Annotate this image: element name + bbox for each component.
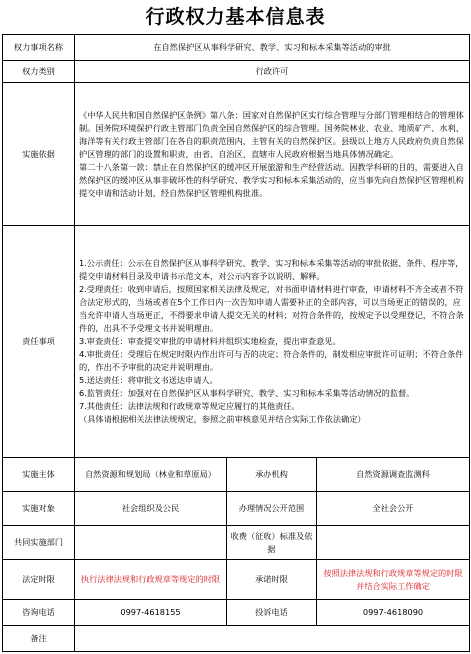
duty-item-1: 1.公示责任：公示在自然保护区从事科学研究、教学、实习和标本采集等活动的审批依据、条件、程序等，提交申请材料目录及申请书示范文本，对公示内容予以说明、解释。: [79, 258, 464, 281]
joint-dept-value: [75, 526, 227, 560]
duty-item-note: （具体请根据相关法律法规规定，参照之前审核意见并结合实际工作依法确定）: [79, 414, 366, 424]
fee-value: [317, 526, 470, 560]
row-duties: [3, 226, 470, 458]
basis-label: 实施依据: [3, 83, 75, 226]
row-deadline: [3, 560, 470, 600]
duty-item-7: 7.其他责任：法律法规和行政规章等规定应履行的其他责任。: [79, 401, 300, 411]
row-basis: [3, 83, 470, 226]
subject-label: 实施主体: [3, 458, 75, 492]
row-target: [3, 492, 470, 526]
disclosure-scope-label: 办理情况公开范围: [227, 492, 317, 526]
basis-paragraph-1: 《中华人民共和国自然保护区条例》第八条：国家对自然保护区实行综合管理与分部门管理相结合的管理体制。国务院环境保护行政主管部门负责全国自然保护区的综合管理。国务院林业、农业、地质矿产、水利、海洋等有关行政主管部门在各自的职责范围内，主管有关的自然保护区。县级以上地方人民政府负责自然保护区管理的部门的设置和职责，由省、自治区、直辖市人民政府根据当地具体情况确定。: [79, 109, 464, 159]
complaint-phone-value: 0997-4618090: [317, 600, 470, 626]
remarks-label: 备注: [3, 626, 75, 652]
row-remarks: [3, 626, 470, 652]
consult-phone-value: 0997-4618155: [75, 600, 227, 626]
duty-item-5: 5.送达责任：将审批文书送达申请人。: [79, 375, 218, 385]
row-power-name: [3, 35, 470, 61]
target-value: 社会组织及公民: [75, 492, 227, 526]
agency-label: 承办机构: [227, 458, 317, 492]
power-name-value: 在自然保护区从事科学研究、教学、实习和标本采集等活动的审批: [75, 35, 470, 61]
info-table: [2, 34, 470, 652]
duty-item-2: 2.受理责任：收到申请后，按照国家相关法律及规定，对书面申请材料进行审查，申请材料不齐全或者不符合法定形式的，当场或者在5个工作日内一次告知申请人需要补正的全部内容，可以当场更正的错误的，应当允许申请人当场更正，不得要求申请人提交无关的材料；对符合条件的，按规定予以受理登记，不符合条件的，出具不予受理文书并说明理由。: [79, 284, 464, 333]
subject-value: 自然资源和规划局（林业和草原局）: [75, 458, 227, 492]
agency-value: 自然资源调查监测科: [317, 458, 470, 492]
row-joint: [3, 526, 470, 560]
duties-label: 责任事项: [3, 226, 75, 458]
joint-dept-label: 共同实施部门: [3, 526, 75, 560]
duties-content: [75, 226, 470, 458]
duty-item-6: 6.监管责任：加强对在自然保护区从事科学研究、教学、实习和标本采集等活动情况的监督。: [79, 388, 415, 398]
row-subject: [3, 458, 470, 492]
remarks-value: [75, 626, 470, 652]
promised-deadline-value: 按照法律法规和行政规章等规定的时限并结合实际工作确定: [317, 560, 470, 600]
complaint-phone-label: 投诉电话: [227, 600, 317, 626]
basis-content: [75, 83, 470, 226]
duty-item-4: 4.审批责任：受理后在规定时限内作出许可与否的决定；符合条件的，制发相应审批许可证明；不符合条件的，作出不予审批的决定并说明理由。: [79, 349, 464, 372]
power-name-label: 权力事项名称: [3, 35, 75, 61]
page-title: 行政权力基本信息表: [145, 6, 326, 28]
duty-item-3: 3.审查责任：审查提交审批的申请材料并组织实地检查，提出审查意见。: [79, 336, 341, 346]
consult-phone-label: 咨询电话: [3, 600, 75, 626]
row-phone: [3, 600, 470, 626]
legal-deadline-label: 法定时限: [3, 560, 75, 600]
disclosure-scope-value: 全社会公开: [317, 492, 470, 526]
legal-deadline-value: 执行法律法规和行政规章等规定的时限: [75, 560, 227, 600]
power-type-value: 行政许可: [75, 61, 470, 83]
row-power-type: [3, 61, 470, 83]
basis-paragraph-2: 第二十八条第一款：禁止在自然保护区的缓冲区开展旅游和生产经营活动。因教学科研的目的，需要进入自然保护区的缓冲区从事非破坏性的科学研究、教学实习和标本采集活动的，应当事先向自然保护区管理机构提交申请和活动计划，经自然保护区管理机构批准。: [79, 161, 464, 198]
power-type-label: 权力类别: [3, 61, 75, 83]
target-label: 实施对象: [3, 492, 75, 526]
promised-deadline-label: 承诺时限: [227, 560, 317, 600]
fee-label: 收费（征收）标准及依据: [227, 526, 317, 560]
